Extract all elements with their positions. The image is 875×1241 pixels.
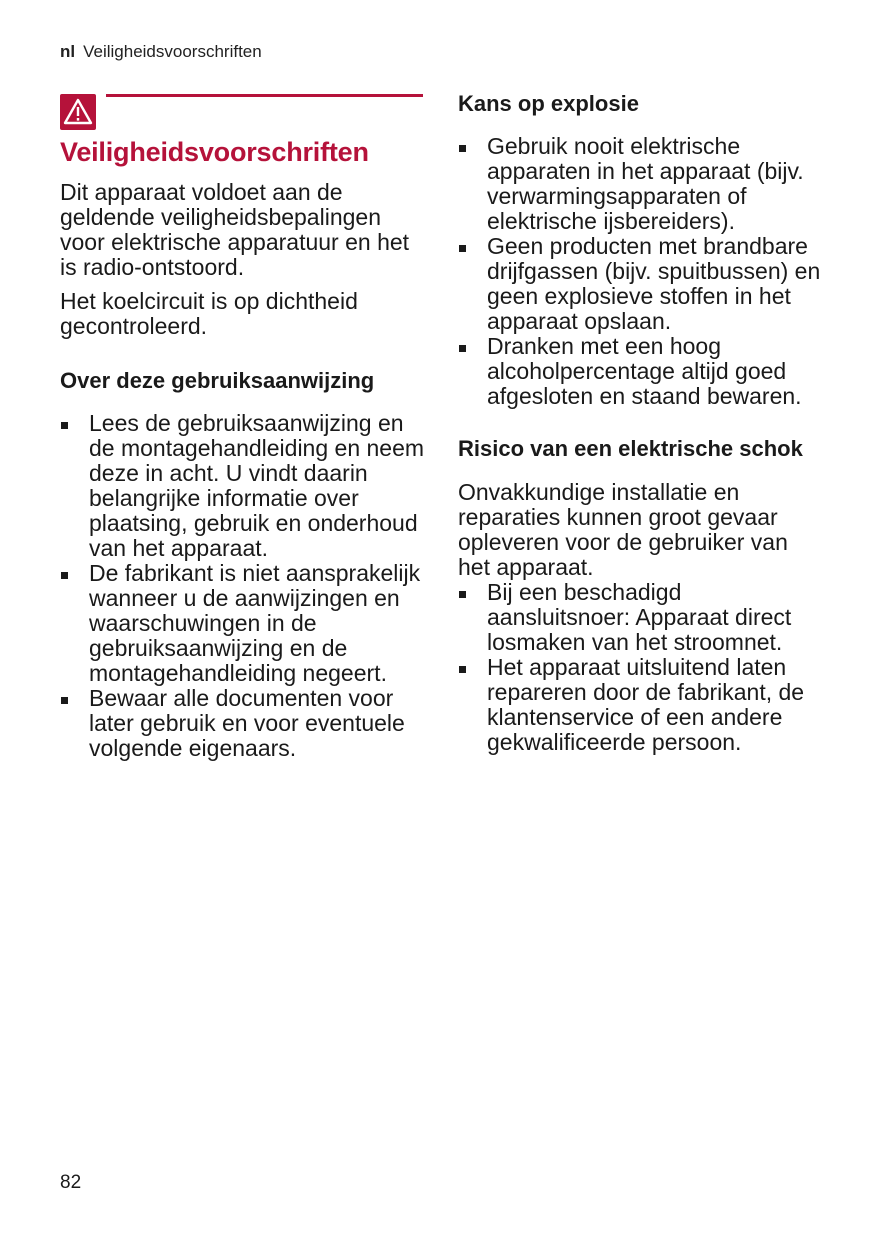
shock-list <box>458 580 823 755</box>
bullet-square-icon <box>61 697 68 704</box>
header-title: Veiligheidsvoorschriften <box>83 42 262 61</box>
language-code: nl <box>60 42 76 61</box>
warning-triangle-icon <box>60 94 96 130</box>
intro-paragraph-2: Het koelcircuit is op dichtheid gecontroleerd. <box>60 288 358 339</box>
bullet-square-icon <box>459 591 466 598</box>
left-column <box>60 92 425 761</box>
bullet-square-icon <box>459 145 466 152</box>
list-item: Het apparaat uitsluitend laten repareren door de fabrikant, de klantenservice of een andere gekwalificeerde persoon. <box>458 655 823 755</box>
list-item: Dranken met een hoog alcoholpercentage altijd goed afgesloten en staand bewaren. <box>458 334 823 409</box>
list-item: Geen producten met brandbare drijfgassen (bijv. spuitbussen) en geen explosieve stoffen in het apparaat opslaan. <box>458 234 823 334</box>
warning-banner <box>60 92 425 136</box>
bullet-square-icon <box>459 666 466 673</box>
running-header <box>60 42 262 62</box>
bullet-square-icon <box>61 572 68 579</box>
manual-list <box>60 411 425 761</box>
shock-intro: Onvakkundige installatie en reparaties kunnen groot gevaar opleveren voor de gebruiker van het apparaat. <box>458 479 788 580</box>
subheading-manual: Over deze gebruiksaanwijzing <box>60 368 375 393</box>
section-title: Veiligheidsvoorschriften <box>60 137 369 167</box>
list-item: Lees de gebruiksaanwijzing en de montagehandleiding en neem deze in acht. U vindt daarin belangrijke informatie over plaatsing, gebruik en onderhoud van het apparaat. <box>60 411 425 561</box>
subheading-explosion: Kans op explosie <box>458 91 639 116</box>
explosion-list <box>458 134 823 409</box>
bullet-square-icon <box>61 422 68 429</box>
right-column <box>458 90 823 755</box>
accent-rule <box>106 94 423 97</box>
page-number: 82 <box>60 1172 82 1193</box>
subheading-shock: Risico van een elektrische schok <box>458 436 803 461</box>
list-item: De fabrikant is niet aansprakelijk wanneer u de aanwijzingen en waarschuwingen in de gebruiksaanwijzing en de montagehandleiding negeert. <box>60 561 425 686</box>
list-item: Gebruik nooit elektrische apparaten in het apparaat (bijv. verwarmingsapparaten of elektrische ijsbereiders). <box>458 134 823 234</box>
list-item: Bewaar alle documenten voor later gebruik en voor eventuele volgende eigenaars. <box>60 686 425 761</box>
list-item: Bij een beschadigd aansluitsnoer: Apparaat direct losmaken van het stroomnet. <box>458 580 823 655</box>
intro-paragraph: Dit apparaat voldoet aan de geldende veiligheidsbepalingen voor elektrische apparatuur en het is radio-ontstoord. <box>60 179 410 280</box>
bullet-square-icon <box>459 345 466 352</box>
bullet-square-icon <box>459 245 466 252</box>
